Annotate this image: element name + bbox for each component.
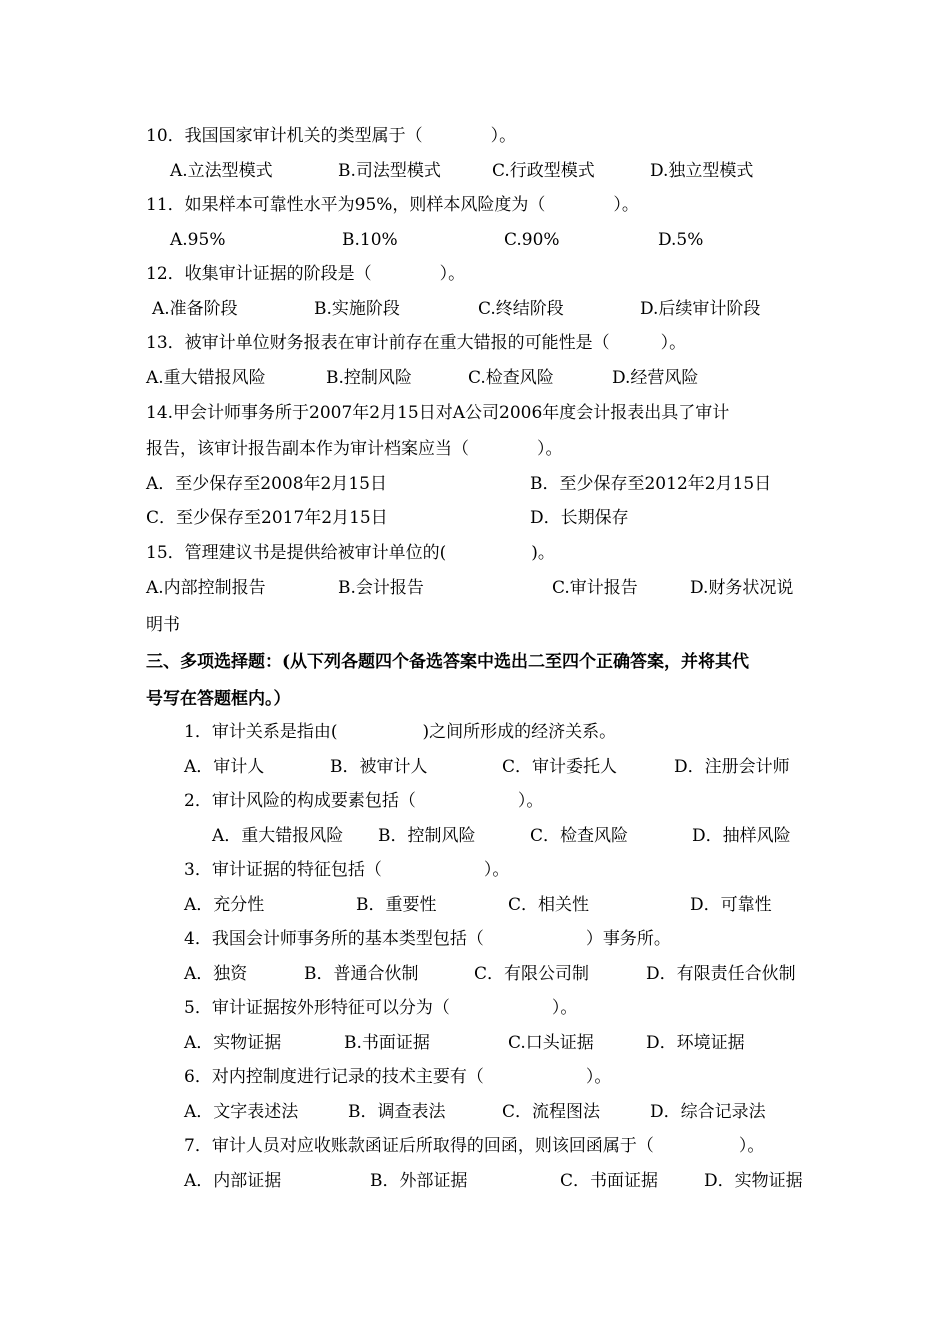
option-c: C.行政型模式 <box>492 161 595 181</box>
question-10-options <box>146 160 806 182</box>
option-b: B.会计报告 <box>338 578 424 598</box>
option-a: A．充分性 <box>184 895 265 915</box>
multi-question-3: 3．审计证据的特征包括（ ）。 <box>184 860 510 880</box>
multi-question-2: 2．审计风险的构成要素包括（ ）。 <box>184 791 544 811</box>
multi-question-7-options <box>184 1170 814 1192</box>
question-14-line-2: 报告，该审计报告副本作为审计档案应当（ ）。 <box>146 439 563 459</box>
option-d: D.后续审计阶段 <box>640 299 761 319</box>
option-b: B.司法型模式 <box>338 161 441 181</box>
multi-question-4-options <box>184 963 814 985</box>
option-c: C.检查风险 <box>468 368 554 388</box>
question-14-options-row-1 <box>146 473 806 495</box>
option-a: A．内部证据 <box>184 1171 282 1191</box>
option-a: A.准备阶段 <box>152 299 238 319</box>
multi-question-6-options <box>184 1101 814 1123</box>
option-d: D.独立型模式 <box>650 161 754 181</box>
option-d: D．可靠性 <box>690 895 772 915</box>
option-b: B.10% <box>342 230 398 250</box>
option-c: C．检查风险 <box>530 826 629 846</box>
option-b: B.控制风险 <box>326 368 412 388</box>
question-15-option-d-continued: 明书 <box>146 615 180 635</box>
option-c: C.终结阶段 <box>478 299 564 319</box>
option-a: A．至少保存至2008年2月15日 <box>146 474 387 494</box>
option-b: B．被审计人 <box>330 757 428 777</box>
question-14-options-row-2 <box>146 507 806 529</box>
section-heading-continued: 号写在答题框内。） <box>146 689 291 709</box>
question-12: 12．收集审计证据的阶段是（ ）。 <box>146 264 466 284</box>
option-d: D．抽样风险 <box>692 826 791 846</box>
question-14-line-1: 14.甲会计师事务所于2007年2月15日对A公司2006年度会计报表出具了审计 <box>146 403 730 423</box>
option-b: B．至少保存至2012年2月15日 <box>530 474 772 494</box>
option-a: A.内部控制报告 <box>146 578 266 598</box>
option-b: B.书面证据 <box>344 1033 430 1053</box>
option-a: A．实物证据 <box>184 1033 282 1053</box>
option-d: D．环境证据 <box>646 1033 745 1053</box>
option-c: C．书面证据 <box>560 1171 659 1191</box>
option-a: A．文字表述法 <box>184 1102 299 1122</box>
option-b: B．普通合伙制 <box>304 964 419 984</box>
option-c: C.审计报告 <box>552 578 638 598</box>
option-d: D.财务状况说 <box>690 578 794 598</box>
multi-question-1: 1．审计关系是指由( )之间所形成的经济关系。 <box>184 722 617 742</box>
option-d: D．长期保存 <box>530 508 629 528</box>
multi-question-3-options <box>184 894 814 916</box>
option-c: C.口头证据 <box>508 1033 594 1053</box>
question-15-options <box>146 577 810 599</box>
question-11: 11．如果样本可靠性水平为95%，则样本风险度为（ ）。 <box>146 195 639 215</box>
multi-question-4: 4．我国会计师事务所的基本类型包括（ ）事务所。 <box>184 929 671 949</box>
option-a: A.重大错报风险 <box>146 368 266 388</box>
option-c: C．有限公司制 <box>474 964 590 984</box>
option-b: B．外部证据 <box>370 1171 468 1191</box>
option-b: B．调查表法 <box>348 1102 446 1122</box>
option-d: D．注册会计师 <box>674 757 790 777</box>
multi-question-7: 7．审计人员对应收账款函证后所取得的回函，则该回函属于（ ）。 <box>184 1136 765 1156</box>
option-a: A.立法型模式 <box>170 161 273 181</box>
question-11-options <box>146 229 806 251</box>
option-a: A．重大错报风险 <box>212 826 344 846</box>
option-a: A．审计人 <box>184 757 265 777</box>
question-12-options <box>146 298 806 320</box>
question-15: 15．管理建议书是提供给被审计单位的( )。 <box>146 543 555 563</box>
multi-question-1-options <box>184 756 814 778</box>
option-a: A.95% <box>170 230 226 250</box>
question-13: 13．被审计单位财务报表在审计前存在重大错报的可能性是（ ）。 <box>146 333 687 353</box>
section-heading: 三、多项选择题：(从下列各题四个备选答案中选出二至四个正确答案，并将其代 <box>146 652 750 672</box>
option-d: D．综合记录法 <box>650 1102 766 1122</box>
multi-question-6: 6．对内控制度进行记录的技术主要有（ ）。 <box>184 1067 612 1087</box>
option-c: C．至少保存至2017年2月15日 <box>146 508 388 528</box>
question-10: 10．我国国家审计机关的类型属于（ ）。 <box>146 126 517 146</box>
option-c: C．流程图法 <box>502 1102 601 1122</box>
multi-question-5: 5．审计证据按外形特征可以分为（ ）。 <box>184 998 578 1018</box>
option-d: D.5% <box>658 230 704 250</box>
option-c: C.90% <box>504 230 560 250</box>
option-c: C．审计委托人 <box>502 757 618 777</box>
option-d: D.经营风险 <box>612 368 699 388</box>
option-a: A．独资 <box>184 964 248 984</box>
option-d: D．实物证据 <box>704 1171 803 1191</box>
option-b: B．重要性 <box>356 895 437 915</box>
option-c: C．相关性 <box>508 895 590 915</box>
multi-question-5-options <box>184 1032 814 1054</box>
question-13-options <box>146 367 806 389</box>
multi-question-2-options <box>184 825 814 847</box>
option-b: B.实施阶段 <box>314 299 400 319</box>
option-d: D．有限责任合伙制 <box>646 964 796 984</box>
option-b: B．控制风险 <box>378 826 476 846</box>
